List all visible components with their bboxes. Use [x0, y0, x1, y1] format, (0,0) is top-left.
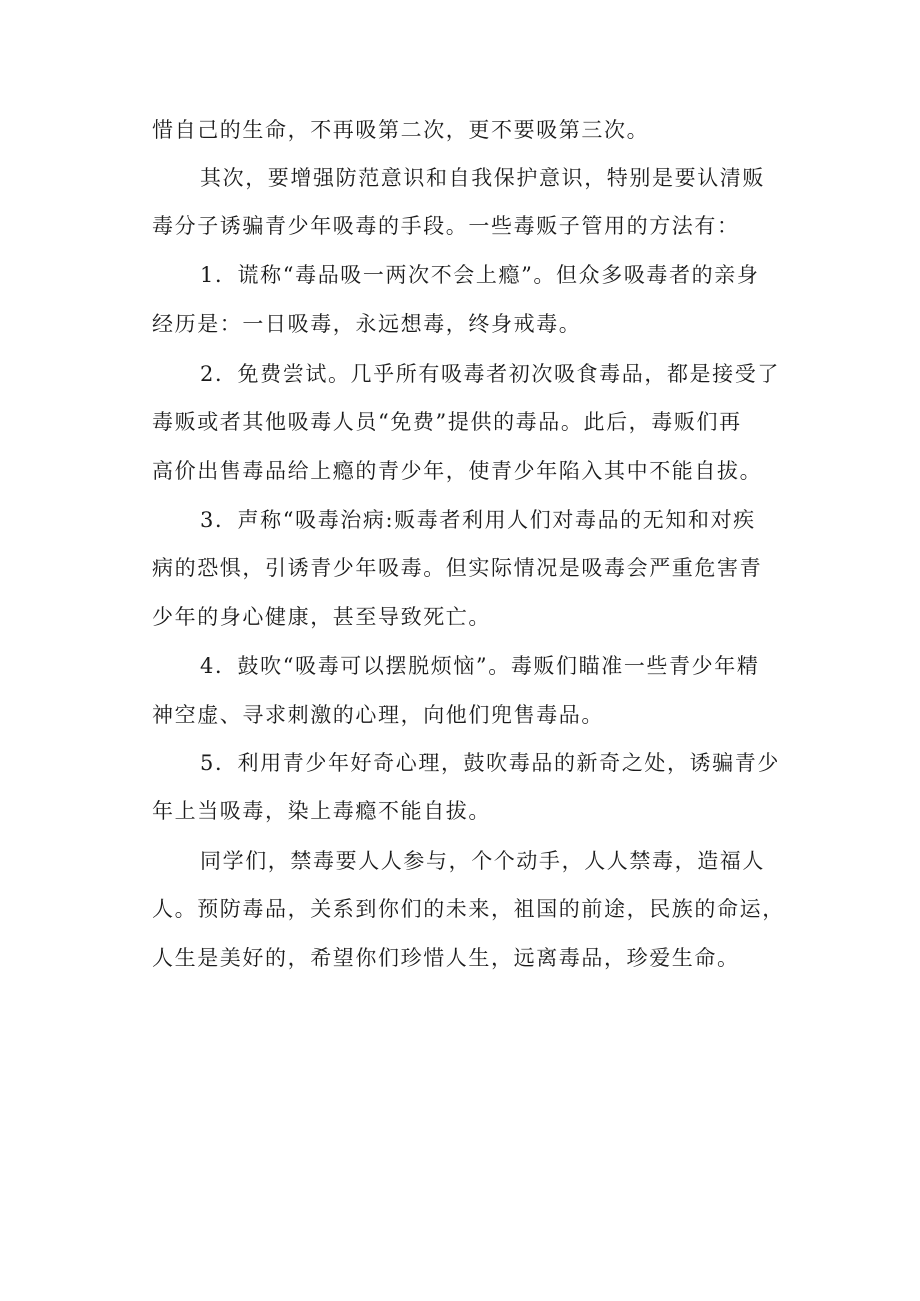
text-line: 年上当吸毒，染上毒瘾不能自拔。: [152, 799, 491, 823]
text-line: 神空虚、寻求刺激的心理，向他们兜售毒品。: [152, 703, 604, 727]
list-item-5-first-line: 5．利用青少年好奇心理，鼓吹毒品的新奇之处，诱骗青少: [200, 751, 780, 775]
text-line: 人。预防毒品，关系到你们的未来，祖国的前途，民族的命运，: [152, 897, 785, 921]
list-item-1-first-line: 1．谎称“毒品吸一两次不会上瘾”。但众多吸毒者的亲身: [200, 263, 760, 287]
text-line: 少年的身心健康，甚至导致死亡。: [152, 605, 491, 629]
list-item-3-first-line: 3．声称“吸毒治病:贩毒者利用人们对毒品的无知和对疾: [200, 508, 756, 532]
text-line: 毒分子诱骗青少年吸毒的手段。一些毒贩子管用的方法有：: [152, 214, 740, 238]
list-item-4-first-line: 4．鼓吹“吸毒可以摆脱烦恼”。毒贩们瞄准一些青少年精: [200, 654, 760, 678]
text-line: 毒贩或者其他吸毒人员“免费”提供的毒品。此后，毒贩们再: [152, 410, 742, 434]
text-line: 惜自己的生命，不再吸第二次，更不要吸第三次。: [152, 118, 650, 142]
paragraph-first-line: 其次，要增强防范意识和自我保护意识，特别是要认清贩: [200, 166, 765, 190]
text-line: 人生是美好的，希望你们珍惜人生，远离毒品，珍爱生命。: [152, 946, 740, 970]
text-line: 病的恐惧，引诱青少年吸毒。但实际情况是吸毒会严重危害青: [152, 556, 763, 580]
text-line: 经历是：一日吸毒，永远想毒，终身戒毒。: [152, 312, 582, 336]
text-line: 高价出售毒品给上瘾的青少年，使青少年陷入其中不能自拔。: [152, 459, 763, 483]
closing-paragraph-first-line: 同学们，禁毒要人人参与，个个动手，人人禁毒，造福人: [200, 849, 765, 873]
list-item-2-first-line: 2．免费尝试。几乎所有吸毒者初次吸食毒品，都是接受了: [200, 362, 780, 386]
